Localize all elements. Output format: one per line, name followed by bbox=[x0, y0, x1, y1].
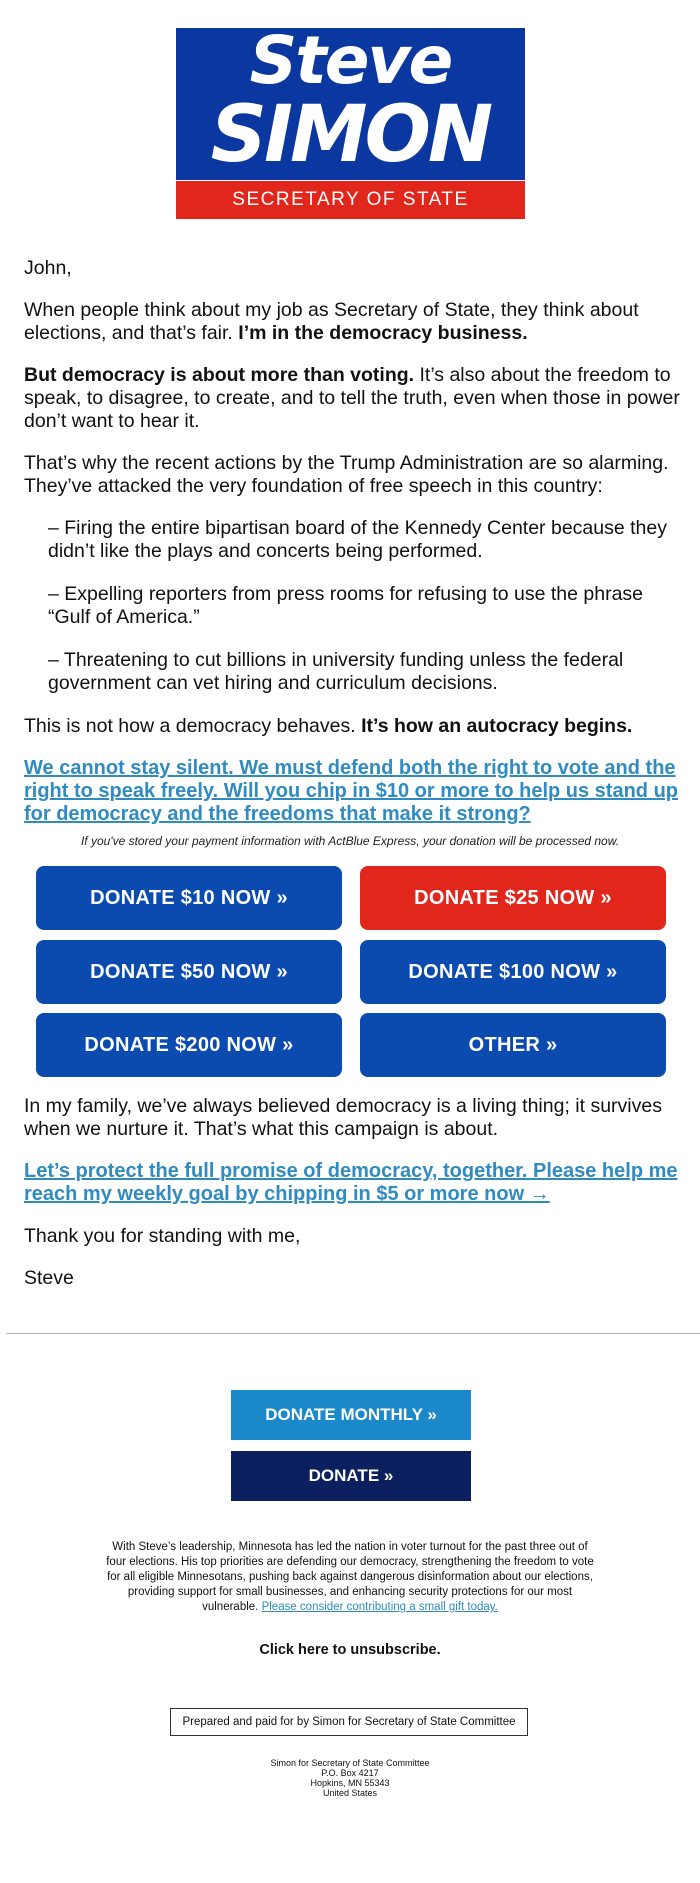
bullet-press-rooms: – Expelling reporters from press rooms for refusing to use the phrase “Gulf of America.” bbox=[48, 583, 644, 628]
campaign-logo[interactable] bbox=[175, 27, 526, 219]
logo-blue-panel bbox=[176, 28, 525, 180]
donate-50-button[interactable]: DONATE $50 NOW » bbox=[36, 940, 342, 1004]
bullet-kennedy-center: – Firing the entire bipartisan board of the Kennedy Center because they didn’t like the plays and concerts being performed. bbox=[48, 517, 667, 562]
paragraph-5: In my family, we’ve always believed democracy is a living thing; it survives when we nurture it. That’s what this campaign is about. bbox=[24, 1095, 662, 1140]
donate-10-button[interactable]: DONATE $10 NOW » bbox=[36, 866, 342, 930]
contribute-link[interactable]: Please consider contributing a small gift today. bbox=[261, 1601, 498, 1613]
donate-button[interactable]: DONATE » bbox=[231, 1451, 471, 1501]
donate-monthly-button[interactable]: DONATE MONTHLY » bbox=[231, 1390, 471, 1440]
about-paragraph bbox=[101, 1540, 599, 1615]
unsubscribe-link[interactable]: Click here to unsubscribe. bbox=[259, 1642, 441, 1658]
paragraph-3: That’s why the recent actions by the Trump Administration are so alarming. They’ve attacked the very foundation of free speech in this country: bbox=[24, 452, 669, 497]
letter-body bbox=[24, 257, 684, 826]
paragraph-4 bbox=[24, 715, 684, 738]
ask-link-2[interactable]: Let’s protect the full promise of democracy, together. Please help me reach my weekly goal by chipping in $5 or more now → bbox=[24, 1160, 678, 1205]
donate-200-button[interactable]: DONATE $200 NOW » bbox=[36, 1013, 342, 1077]
closing: Thank you for standing with me, bbox=[24, 1225, 301, 1247]
paragraph-2-bold: But democracy is about more than voting. bbox=[24, 364, 415, 386]
greeting: John, bbox=[24, 257, 72, 279]
paragraph-4-bold: It’s how an autocracy begins. bbox=[361, 715, 633, 737]
about-text: With Steve’s leadership, Minnesota has led the nation in voter turnout for the past three out of four elections. His top priorities are defending our democracy, strengthening the freedom to vote for all eligible Minnesotans, pushing back against dangerous disinformation about our elections, providing support for small businesses, and enhancing security protections for our most vulnerable. bbox=[106, 1541, 594, 1613]
logo-office-banner: SECRETARY OF STATE bbox=[176, 181, 525, 219]
paragraph-1 bbox=[24, 299, 684, 345]
address-line-committee: Simon for Secretary of State Committee bbox=[270, 1758, 430, 1768]
address-line-po-box: P.O. Box 4217 bbox=[321, 1768, 379, 1778]
paragraph-2 bbox=[24, 364, 684, 433]
letter-body-continued bbox=[24, 1095, 684, 1309]
ask-paragraph bbox=[24, 757, 684, 826]
paragraph-1-bold: I’m in the democracy business. bbox=[238, 322, 528, 344]
ask-link[interactable]: We cannot stay silent. We must defend both the right to vote and the right to speak freely. Will you chip in $10 or more to help us stand up for democracy and the freedoms that make it strong? bbox=[24, 757, 679, 825]
donate-25-button[interactable]: DONATE $25 NOW » bbox=[360, 866, 666, 930]
section-divider bbox=[6, 1333, 700, 1334]
actblue-express-note: If you've stored your payment information with ActBlue Express, your donation will be processed now. bbox=[80, 834, 620, 848]
donate-other-button[interactable]: OTHER » bbox=[360, 1013, 666, 1077]
signature: Steve bbox=[24, 1267, 74, 1289]
bullet-university-funding: – Threatening to cut billions in university funding unless the federal government can vet hiring and curriculum decisions. bbox=[48, 649, 624, 694]
address-line-country: United States bbox=[322, 1788, 378, 1798]
logo-first-name: Steve bbox=[249, 28, 452, 99]
paragraph-2-text: It’s also about the freedom to speak, to disagree, to create, and to tell the truth, even when those in power don’t want to hear it. bbox=[24, 364, 680, 432]
paragraph-1-text: When people think about my job as Secretary of State, they think about elections, and that’s fair. bbox=[24, 299, 639, 344]
donate-100-button[interactable]: DONATE $100 NOW » bbox=[360, 940, 666, 1004]
paragraph-4-text: This is not how a democracy behaves. bbox=[24, 715, 362, 737]
logo-last-name: SIMON bbox=[210, 90, 491, 180]
paid-for-disclaimer: Prepared and paid for by Simon for Secretary of State Committee bbox=[170, 1708, 528, 1736]
address-line-city: Hopkins, MN 55343 bbox=[310, 1778, 390, 1788]
ask-paragraph-2 bbox=[24, 1160, 684, 1206]
mailing-address bbox=[0, 1758, 700, 1798]
